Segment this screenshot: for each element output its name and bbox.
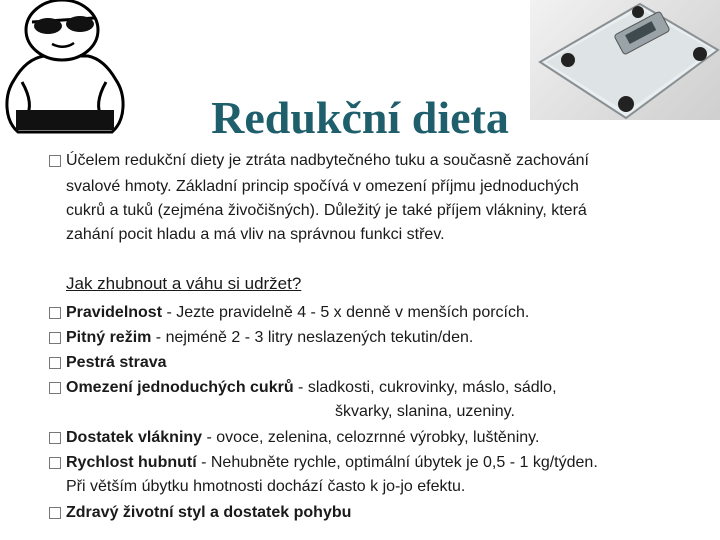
tip-desc: - nejméně 2 - 3 litry neslazených tekutin/den. [151,329,474,346]
bullet-square-icon [49,382,61,394]
tip-item [66,427,539,449]
bullet-square-icon [49,332,61,344]
tip-item [66,377,557,399]
cartoon-man-illustration [0,0,132,138]
bullet-square-icon [49,155,61,167]
tip-desc: - ovoce, zelenina, celozrnné výrobky, luštěniny. [202,429,540,446]
tip-desc: - Nehubněte rychle, optimální úbytek je 0,5 - 1 kg/týden. [196,454,598,471]
subheading: Jak zhubnout a váhu si udržet? [66,274,302,293]
tip-item [66,502,351,524]
tip-term: Zdravý životní styl a dostatek pohybu [66,504,352,521]
bullet-square-icon [49,507,61,519]
bullet-square-icon [49,457,61,469]
intro-line: Účelem redukční diety je ztráta nadbytečného tuku a současně zachování [66,152,589,169]
tip-desc-continuation: Při větším úbytku hmotnosti dochází často k jo-jo efektu. [66,478,466,495]
tip-desc: - Jezte pravidelně 4 - 5 x denně v menších porcích. [162,304,530,321]
tip-item [66,352,167,374]
tip-term: Omezení jednoduchých cukrů [66,379,294,396]
intro-line: zahání pocit hladu a má vliv na správnou funkci střev. [66,226,445,243]
tip-term: Rychlost hubnutí [66,454,197,471]
tip-item [66,452,598,474]
bullet-square-icon [49,357,61,369]
slide-title: Redukční dieta [211,92,509,143]
tip-desc-continuation: škvarky, slanina, uzeniny. [335,403,515,420]
tip-item [66,302,529,324]
tip-desc: - sladkosti, cukrovinky, máslo, sádlo, [293,379,557,396]
tip-term: Pitný režim [66,329,152,346]
intro-line: cukrů a tuků (zejména živočišných). Důležitý je také příjem vlákniny, která [66,202,587,219]
bullet-square-icon [49,432,61,444]
tip-term: Pravidelnost [66,304,163,321]
intro-line: svalové hmoty. Základní princip spočívá v omezení příjmu jednoduchých [66,178,579,195]
tip-term: Pestrá strava [66,354,167,371]
bullet-square-icon [49,307,61,319]
tip-term: Dostatek vlákniny [66,429,203,446]
tip-item [66,327,473,349]
